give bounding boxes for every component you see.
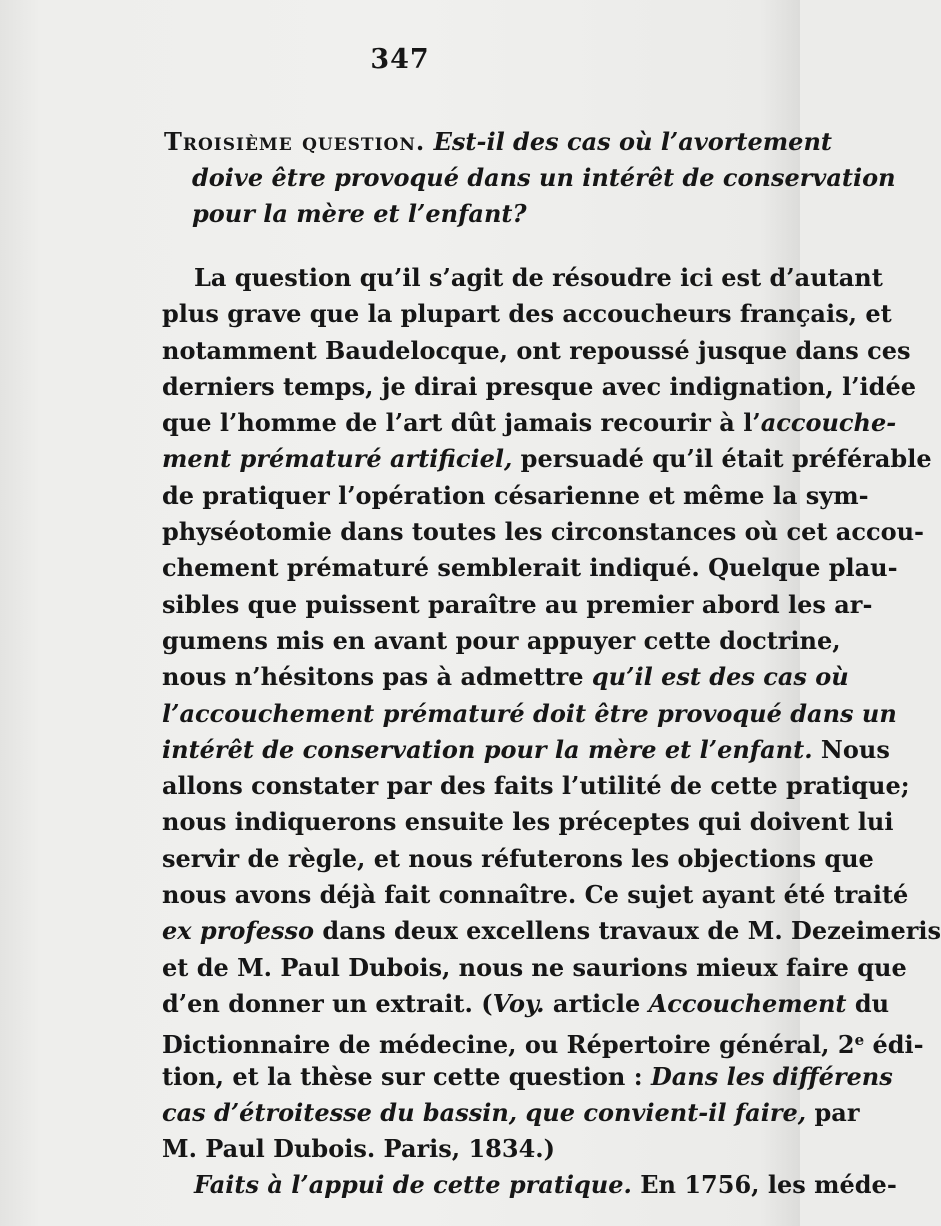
text-line: cas d’étroitesse du bassin, que convient-il faire, par bbox=[162, 1097, 860, 1127]
text-line: Faits à l’appui de cette pratique. En 1756, les méde- bbox=[194, 1170, 897, 1200]
text-line: tion, et la thèse sur cette question : Dans les différens bbox=[162, 1061, 893, 1091]
text-line: sibles que puissent paraître au premier abord les ar- bbox=[162, 589, 873, 619]
text-line: de pratiquer l’opération césarienne et même la sym- bbox=[162, 480, 869, 510]
question-text-1: Est-il des cas où l’avortement bbox=[433, 127, 832, 156]
question-text-2: doive être provoqué dans un intérêt de conservation bbox=[192, 163, 896, 192]
text-line: physéotomie dans toutes les circonstances où cet accou- bbox=[162, 517, 924, 547]
text-line: gumens mis en avant pour appuyer cette doctrine, bbox=[162, 625, 841, 655]
question-heading bbox=[164, 124, 896, 232]
text-line: plus grave que la plupart des accoucheurs français, et bbox=[162, 299, 892, 329]
text-line: ment prématuré artificiel, persuadé qu’il était préférable bbox=[162, 444, 932, 474]
text-line: M. Paul Dubois. Paris, 1834.) bbox=[162, 1134, 555, 1164]
text-line: et de M. Paul Dubois, nous ne saurions mieux faire que bbox=[162, 952, 907, 982]
text-line: servir de règle, et nous réfuterons les objections que bbox=[162, 843, 874, 873]
text-line: chement prématuré semblerait indiqué. Quelque plau- bbox=[162, 553, 898, 583]
question-text-3: pour la mère et l’enfant? bbox=[192, 199, 527, 228]
text-line: intérêt de conservation pour la mère et l’enfant. Nous bbox=[162, 734, 890, 764]
body-paragraph bbox=[162, 260, 941, 1204]
text-line: La question qu’il s’agit de résoudre ici est d’autant bbox=[194, 263, 883, 292]
text-line: que l’homme de l’art dût jamais recourir à l’accouche- bbox=[162, 408, 897, 438]
question-line-1 bbox=[164, 124, 832, 160]
text-line: notamment Baudelocque, ont repoussé jusque dans ces bbox=[162, 335, 911, 365]
text-line: nous indiquerons ensuite les préceptes qui doivent lui bbox=[162, 807, 894, 837]
text-line: nous n’hésitons pas à admettre qu’il est des cas où bbox=[162, 662, 849, 692]
text-line: d’en donner un extrait. (Voy. article Accouchement du bbox=[162, 988, 890, 1018]
page-number: 347 bbox=[370, 44, 430, 75]
text-line: Dictionnaire de médecine, ou Répertoire général, 2e édi- bbox=[162, 1030, 924, 1060]
text-line: l’accouchement prématuré doit être provoqué dans un bbox=[162, 698, 897, 728]
text-line: allons constater par des faits l’utilité de cette pratique; bbox=[162, 771, 910, 801]
question-label: Troisième question. bbox=[164, 127, 426, 156]
text-line: derniers temps, je dirai presque avec indignation, l’idée bbox=[162, 371, 916, 401]
text-line: ex professo dans deux excellens travaux de M. Dezeimeris bbox=[162, 916, 941, 946]
text-line: nous avons déjà fait connaître. Ce sujet ayant été traité bbox=[162, 880, 909, 910]
